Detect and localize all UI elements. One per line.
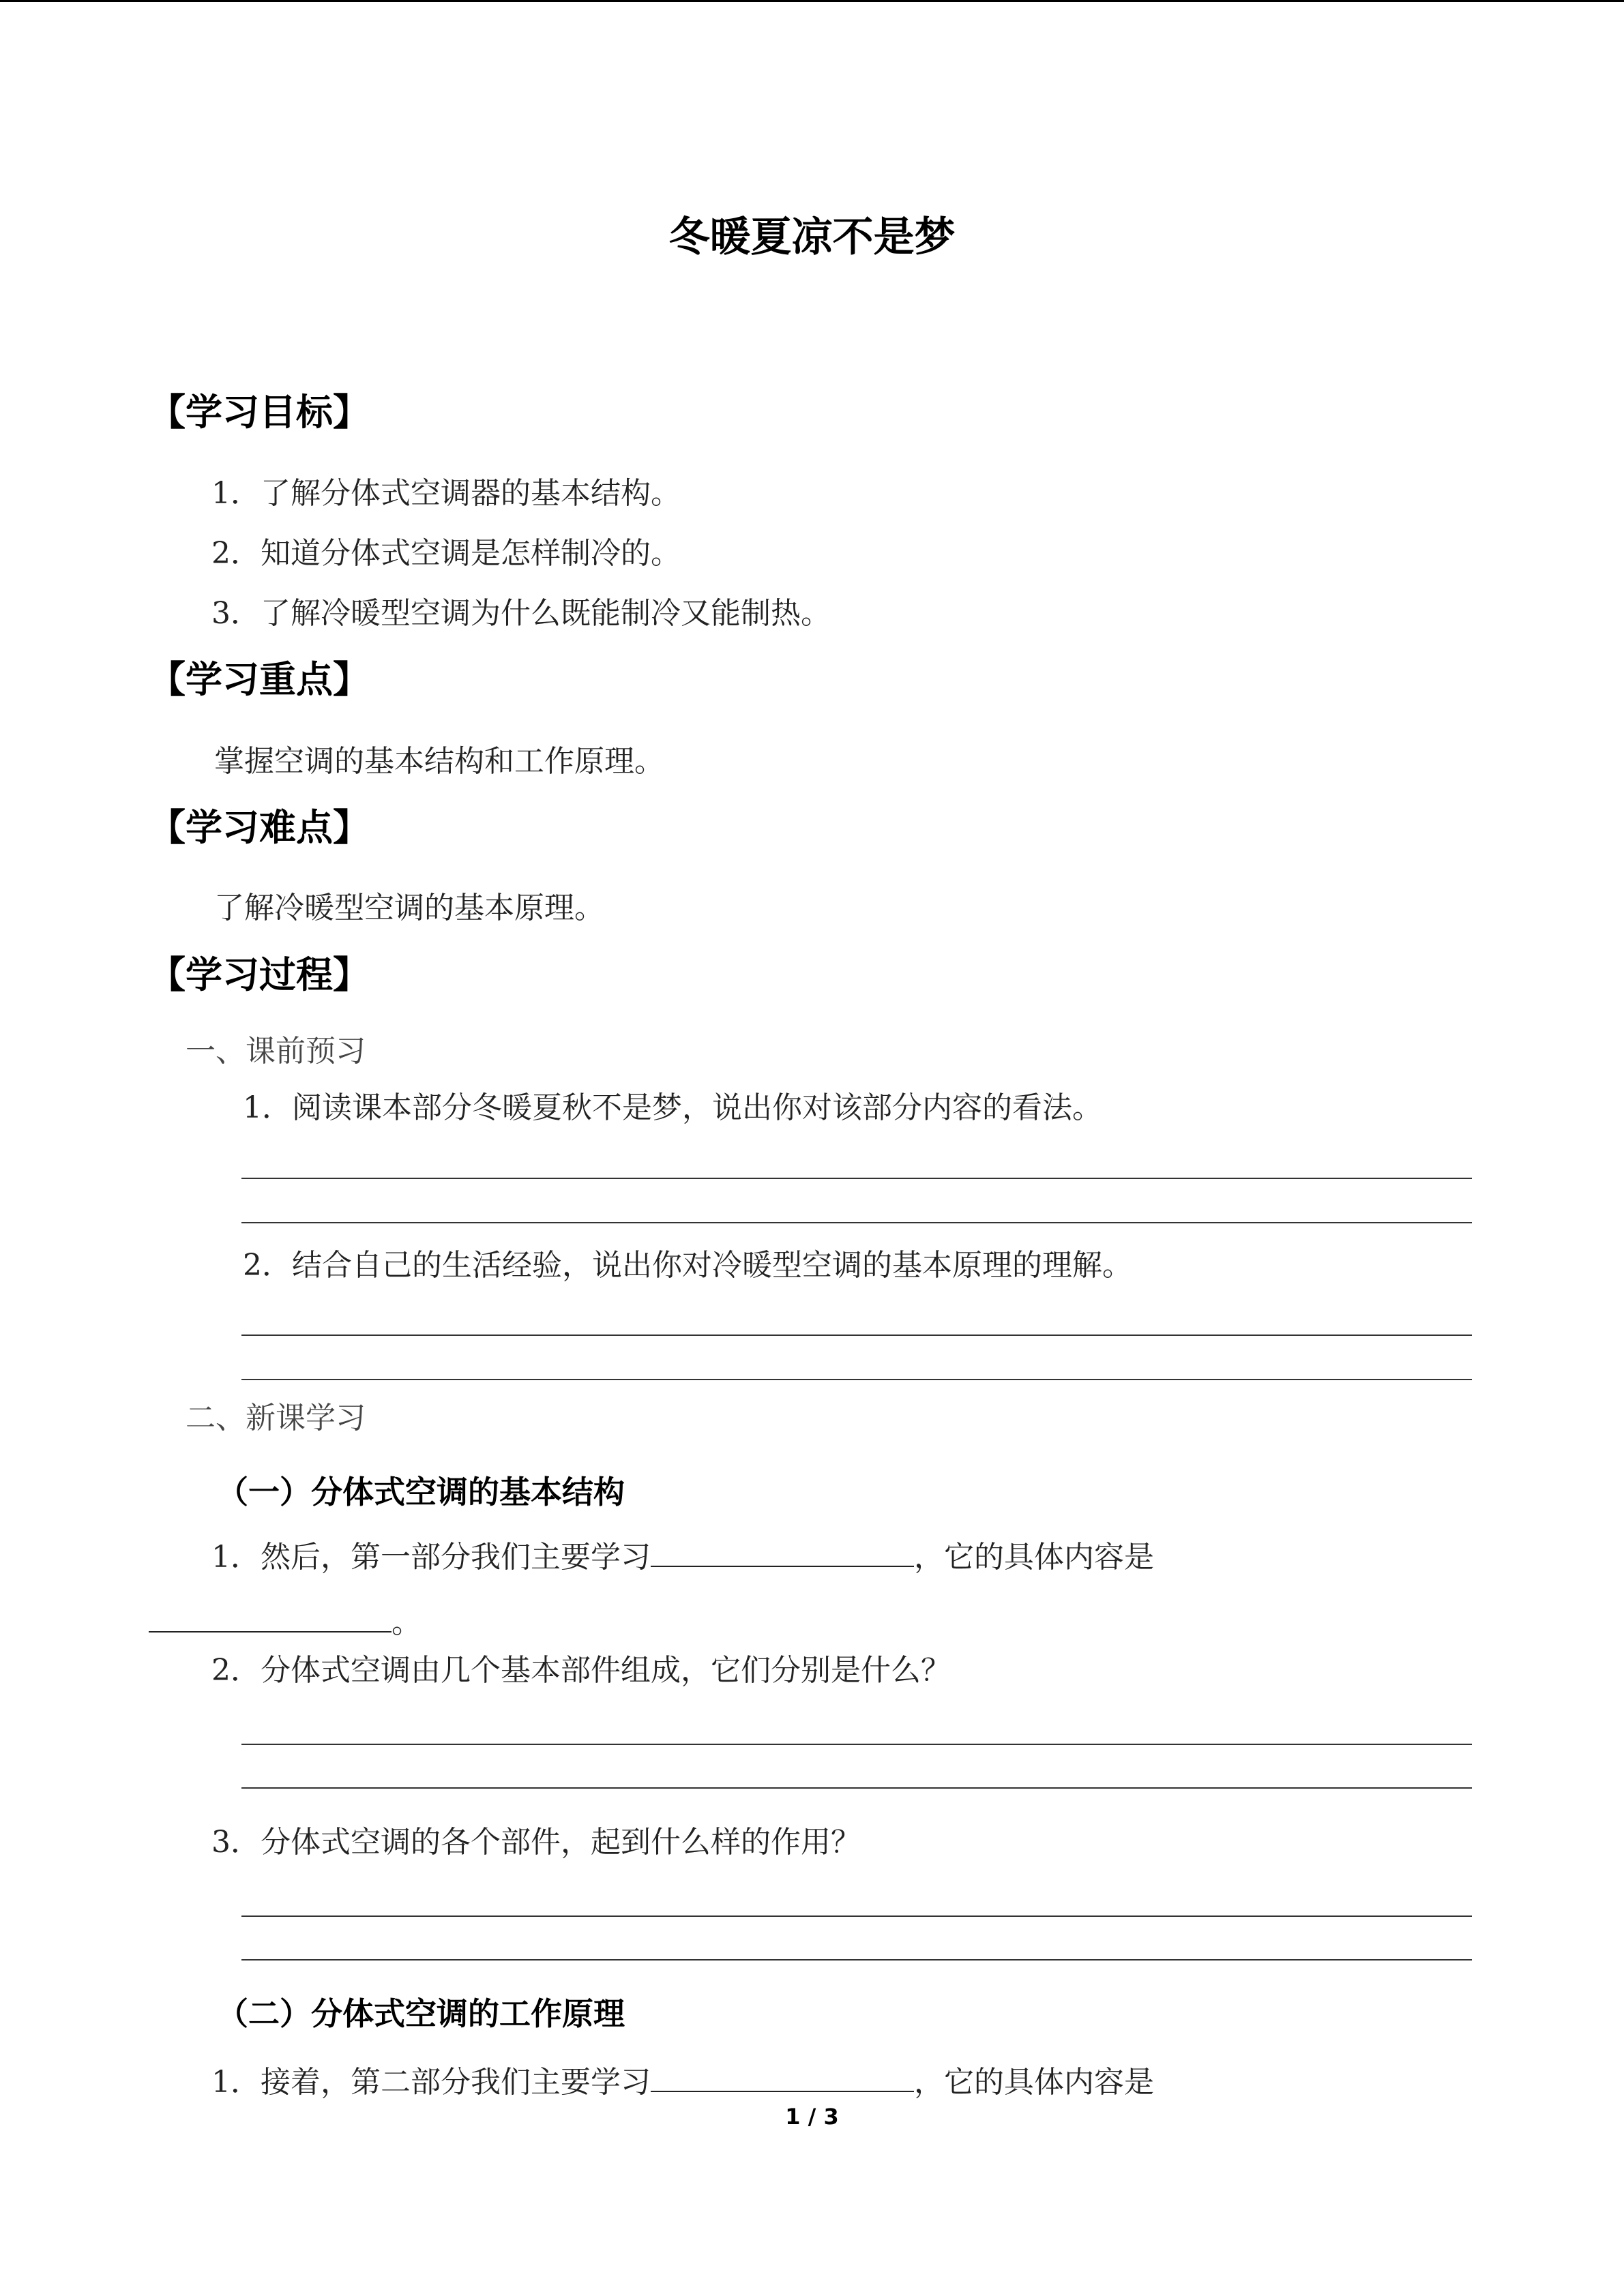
part2-question-1-suffix: ，它的具体内容是 bbox=[914, 2065, 1154, 2100]
part1-question-1-prefix: 1．然后，第一部分我们主要学习 bbox=[211, 1540, 651, 1575]
part2-title: （二）分体式空调的工作原理 bbox=[217, 1995, 625, 2032]
process-heading: 【学习过程】 bbox=[149, 953, 370, 996]
page-number: 1 / 3 bbox=[785, 2104, 839, 2130]
answer-line[interactable] bbox=[241, 1335, 1472, 1336]
page-top-border bbox=[0, 0, 1624, 2]
answer-line[interactable] bbox=[241, 1178, 1472, 1179]
new-lesson-label: 二、新课学习 bbox=[186, 1401, 366, 1435]
goals-heading: 【学习目标】 bbox=[149, 391, 370, 434]
goal-item-1: 1．了解分体式空调器的基本结构。 bbox=[211, 476, 681, 511]
preview-question-1: 1．阅读课本部分冬暖夏秋不是梦，说出你对该部分内容的看法。 bbox=[243, 1090, 1102, 1125]
part2-question-1-prefix: 1．接着，第二部分我们主要学习 bbox=[211, 2065, 651, 2100]
part1-question-3: 3．分体式空调的各个部件，起到什么样的作用？ bbox=[211, 1825, 861, 1860]
answer-line[interactable] bbox=[241, 1787, 1472, 1789]
fill-blank[interactable] bbox=[651, 2061, 914, 2092]
part1-question-1-continued bbox=[149, 1601, 422, 1638]
part1-title: （一）分体式空调的基本结构 bbox=[217, 1474, 625, 1510]
answer-line[interactable] bbox=[241, 1959, 1472, 1960]
difficulty-text: 了解冷暖型空调的基本原理。 bbox=[214, 891, 604, 925]
answer-line[interactable] bbox=[241, 1744, 1472, 1745]
preview-question-2: 2．结合自己的生活经验，说出你对冷暖型空调的基本原理的理解。 bbox=[243, 1248, 1132, 1283]
answer-line[interactable] bbox=[241, 1915, 1472, 1917]
part1-question-1 bbox=[211, 1536, 1154, 1575]
part2-question-1 bbox=[211, 2061, 1154, 2098]
answer-line[interactable] bbox=[241, 1222, 1472, 1223]
key-points-text: 掌握空调的基本结构和工作原理。 bbox=[214, 744, 664, 779]
page-title: 冬暖夏凉不是梦 bbox=[668, 213, 956, 261]
goal-item-2: 2．知道分体式空调是怎样制冷的。 bbox=[211, 536, 681, 571]
part1-question-1-end: 。 bbox=[392, 1605, 422, 1640]
key-points-heading: 【学习重点】 bbox=[149, 658, 370, 701]
goal-item-3: 3．了解冷暖型空调为什么既能制冷又能制热。 bbox=[211, 596, 831, 631]
preview-label: 一、课前预习 bbox=[186, 1034, 366, 1069]
fill-blank[interactable] bbox=[651, 1536, 914, 1567]
part1-question-2: 2．分体式空调由几个基本部件组成，它们分别是什么？ bbox=[211, 1653, 951, 1688]
difficulty-heading: 【学习难点】 bbox=[149, 806, 370, 849]
answer-line[interactable] bbox=[241, 1379, 1472, 1380]
fill-blank[interactable] bbox=[149, 1601, 392, 1632]
part1-question-1-suffix: ，它的具体内容是 bbox=[914, 1540, 1154, 1575]
